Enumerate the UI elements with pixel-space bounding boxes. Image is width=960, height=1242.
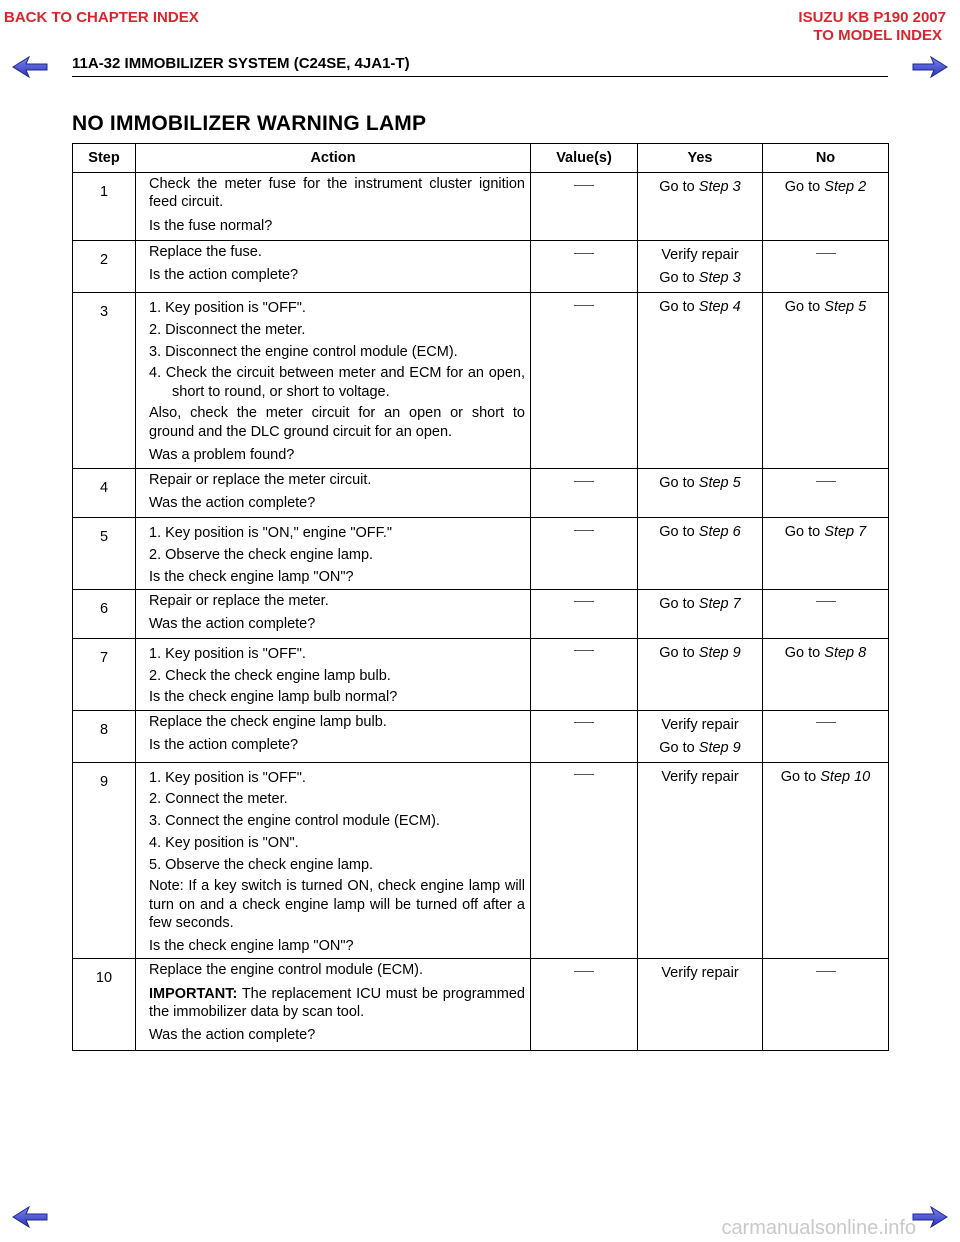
table-row bbox=[73, 241, 889, 293]
column-header-values: Value(s) bbox=[531, 144, 638, 173]
value-cell bbox=[531, 589, 638, 638]
no-step-link[interactable]: Step 2 bbox=[824, 179, 867, 195]
no-step-link[interactable]: Step 5 bbox=[824, 299, 867, 315]
action-cell bbox=[136, 710, 531, 762]
list-item: 4. Check the circuit between meter and ECM for an open, short to round, or short to voltage. bbox=[149, 365, 525, 400]
list-item: 1. Key position is "OFF". bbox=[149, 300, 306, 316]
action-question: Was the action complete? bbox=[149, 1027, 316, 1044]
right-arrow-icon[interactable] bbox=[912, 1206, 948, 1228]
table-header-row bbox=[73, 144, 889, 173]
action-list bbox=[149, 769, 525, 874]
left-arrow-icon[interactable] bbox=[12, 1206, 48, 1228]
column-header-no: No bbox=[763, 144, 889, 173]
yes-verify-repair: Verify repair bbox=[661, 716, 739, 733]
yes-verify-repair: Verify repair bbox=[661, 247, 739, 263]
no-step-link[interactable]: Step 8 bbox=[824, 644, 867, 661]
yes-verify-repair: Verify repair bbox=[661, 768, 739, 785]
action-cell bbox=[136, 469, 531, 518]
list-item: 1. Key position is "OFF". bbox=[149, 769, 306, 786]
yes-verify-repair: Verify repair bbox=[661, 965, 739, 982]
no-cell bbox=[763, 589, 889, 638]
list-item: 3. Connect the engine control module (ECM). bbox=[149, 813, 440, 830]
action-cell bbox=[136, 241, 531, 293]
table-row bbox=[73, 469, 889, 518]
action-list bbox=[149, 524, 525, 564]
action-list bbox=[149, 645, 525, 685]
section-header: 11A-32 IMMOBILIZER SYSTEM (C24SE, 4JA1-T) bbox=[72, 55, 410, 72]
no-prefix: Go to bbox=[780, 768, 821, 785]
action-question: Is the action complete? bbox=[149, 267, 299, 284]
watermark: carmanualsonline.info bbox=[721, 1217, 916, 1239]
dash-icon bbox=[816, 481, 836, 482]
value-cell bbox=[531, 469, 638, 518]
action-list bbox=[149, 299, 525, 401]
list-item: 5. Observe the check engine lamp. bbox=[149, 856, 374, 873]
column-header-action: Action bbox=[136, 144, 531, 173]
yes-prefix: Go to bbox=[659, 595, 699, 612]
right-arrow-icon[interactable] bbox=[912, 56, 948, 78]
action-note: Also, check the meter circuit for an open or short to ground and the DLC ground circuit for an open. bbox=[149, 405, 525, 440]
yes-step-link[interactable]: Step 9 bbox=[698, 739, 741, 756]
header-divider bbox=[72, 76, 888, 77]
action-question: Is the check engine lamp "ON"? bbox=[149, 938, 354, 955]
action-question: Was the action complete? bbox=[149, 495, 316, 512]
no-prefix: Go to bbox=[784, 524, 825, 540]
yes-step-link[interactable]: Step 6 bbox=[698, 524, 741, 540]
no-cell bbox=[763, 710, 889, 762]
yes-step-link[interactable]: Step 3 bbox=[698, 270, 741, 287]
list-item: 2. Check the check engine lamp bulb. bbox=[149, 667, 391, 684]
action-question: Is the fuse normal? bbox=[149, 217, 273, 234]
dash-icon bbox=[574, 481, 594, 482]
column-header-yes: Yes bbox=[638, 144, 763, 173]
no-cell bbox=[763, 173, 889, 241]
yes-step-link[interactable]: Step 9 bbox=[698, 644, 741, 661]
value-cell bbox=[531, 173, 638, 241]
action-text: Check the meter fuse for the instrument cluster ignition feed circuit. bbox=[149, 176, 525, 211]
action-note: Note: If a key switch is turned ON, check engine lamp will turn on and a check engine lamp will be turned off after a few seconds. bbox=[149, 878, 525, 931]
action-cell bbox=[136, 762, 531, 959]
no-cell bbox=[763, 293, 889, 469]
yes-prefix: Go to bbox=[659, 299, 699, 315]
yes-cell bbox=[638, 959, 763, 1051]
back-to-chapter-index-link[interactable]: BACK TO CHAPTER INDEX bbox=[4, 9, 199, 26]
list-item: 4. Key position is "ON". bbox=[149, 834, 299, 851]
action-question: Was the action complete? bbox=[149, 616, 316, 633]
dash-icon bbox=[574, 601, 594, 602]
yes-cell bbox=[638, 293, 763, 469]
yes-prefix: Go to bbox=[659, 644, 699, 661]
yes-cell bbox=[638, 241, 763, 293]
yes-step-link[interactable]: Step 5 bbox=[698, 475, 741, 491]
value-cell bbox=[531, 762, 638, 959]
dash-icon bbox=[574, 305, 594, 306]
step-number: 2 bbox=[73, 241, 136, 293]
yes-prefix: Go to bbox=[659, 179, 699, 195]
dash-icon bbox=[574, 253, 594, 254]
yes-prefix: Go to bbox=[659, 270, 699, 287]
list-item: 1. Key position is "ON," engine "OFF." bbox=[149, 525, 393, 541]
yes-step-link[interactable]: Step 4 bbox=[698, 299, 741, 315]
action-text: Replace the fuse. bbox=[149, 244, 262, 260]
dash-icon bbox=[816, 722, 836, 723]
no-cell bbox=[763, 959, 889, 1051]
no-cell bbox=[763, 469, 889, 518]
action-text: Replace the engine control module (ECM). bbox=[149, 962, 424, 979]
step-number: 6 bbox=[73, 589, 136, 638]
action-text: Replace the check engine lamp bulb. bbox=[149, 713, 387, 730]
yes-cell bbox=[638, 589, 763, 638]
action-text: Repair or replace the meter circuit. bbox=[149, 472, 372, 488]
action-cell bbox=[136, 173, 531, 241]
page-title: NO IMMOBILIZER WARNING LAMP bbox=[72, 112, 427, 135]
dash-icon bbox=[816, 253, 836, 254]
dash-icon bbox=[574, 971, 594, 972]
list-item: 2. Connect the meter. bbox=[149, 791, 288, 808]
column-header-step: Step bbox=[73, 144, 136, 173]
step-number: 8 bbox=[73, 710, 136, 762]
action-cell bbox=[136, 589, 531, 638]
dash-icon bbox=[574, 185, 594, 186]
yes-prefix: Go to bbox=[659, 524, 699, 540]
step-number: 9 bbox=[73, 762, 136, 959]
yes-cell bbox=[638, 638, 763, 710]
dash-icon bbox=[816, 971, 836, 972]
important-note bbox=[149, 985, 525, 1022]
list-item: 2. Disconnect the meter. bbox=[149, 321, 306, 338]
table-row bbox=[73, 589, 889, 638]
value-cell bbox=[531, 293, 638, 469]
no-prefix: Go to bbox=[784, 179, 825, 195]
important-label: IMPORTANT: bbox=[149, 985, 238, 1002]
table-row bbox=[73, 518, 889, 590]
table-row bbox=[73, 293, 889, 469]
no-cell bbox=[763, 762, 889, 959]
action-question: Was a problem found? bbox=[149, 446, 295, 463]
yes-cell bbox=[638, 710, 763, 762]
yes-step-link[interactable]: Step 7 bbox=[698, 595, 741, 612]
value-cell bbox=[531, 959, 638, 1051]
table-row bbox=[73, 762, 889, 959]
no-cell bbox=[763, 638, 889, 710]
action-question: Is the check engine lamp bulb normal? bbox=[149, 689, 398, 706]
step-number: 5 bbox=[73, 518, 136, 590]
no-step-link[interactable]: Step 7 bbox=[824, 524, 867, 540]
list-item: 2. Observe the check engine lamp. bbox=[149, 546, 374, 563]
yes-cell bbox=[638, 762, 763, 959]
step-number: 7 bbox=[73, 638, 136, 710]
list-item: 3. Disconnect the engine control module (ECM). bbox=[149, 343, 458, 360]
dash-icon bbox=[574, 774, 594, 775]
no-cell bbox=[763, 241, 889, 293]
table-row bbox=[73, 959, 889, 1051]
dash-icon bbox=[816, 601, 836, 602]
action-text: Repair or replace the meter. bbox=[149, 592, 329, 609]
step-number: 4 bbox=[73, 469, 136, 518]
step-number: 3 bbox=[73, 293, 136, 469]
table-row bbox=[73, 638, 889, 710]
important-text: The replacement ICU must be programmed the immobilizer data by scan tool. bbox=[149, 985, 525, 1021]
yes-cell bbox=[638, 469, 763, 518]
no-prefix: Go to bbox=[784, 299, 825, 315]
to-model-index-link[interactable]: TO MODEL INDEX bbox=[813, 27, 942, 44]
dash-icon bbox=[574, 650, 594, 651]
action-cell bbox=[136, 959, 531, 1051]
dash-icon bbox=[574, 530, 594, 531]
no-prefix: Go to bbox=[784, 644, 825, 661]
value-cell bbox=[531, 710, 638, 762]
yes-prefix: Go to bbox=[659, 475, 699, 491]
table-row bbox=[73, 173, 889, 241]
step-number: 1 bbox=[73, 173, 136, 241]
yes-cell bbox=[638, 518, 763, 590]
list-item: 1. Key position is "OFF". bbox=[149, 645, 306, 662]
action-question: Is the action complete? bbox=[149, 736, 299, 753]
action-question: Is the check engine lamp "ON"? bbox=[149, 568, 354, 585]
value-cell bbox=[531, 241, 638, 293]
no-cell bbox=[763, 518, 889, 590]
diagnostic-table bbox=[72, 143, 889, 1051]
yes-step-link[interactable]: Step 3 bbox=[698, 179, 741, 195]
action-cell bbox=[136, 518, 531, 590]
dash-icon bbox=[574, 722, 594, 723]
model-title-link[interactable]: ISUZU KB P190 2007 bbox=[798, 9, 946, 26]
action-cell bbox=[136, 293, 531, 469]
no-step-link[interactable]: Step 10 bbox=[820, 768, 871, 785]
step-number: 10 bbox=[73, 959, 136, 1051]
yes-prefix: Go to bbox=[659, 739, 699, 756]
left-arrow-icon[interactable] bbox=[12, 56, 48, 78]
table-row bbox=[73, 710, 889, 762]
value-cell bbox=[531, 638, 638, 710]
action-cell bbox=[136, 638, 531, 710]
value-cell bbox=[531, 518, 638, 590]
yes-cell bbox=[638, 173, 763, 241]
